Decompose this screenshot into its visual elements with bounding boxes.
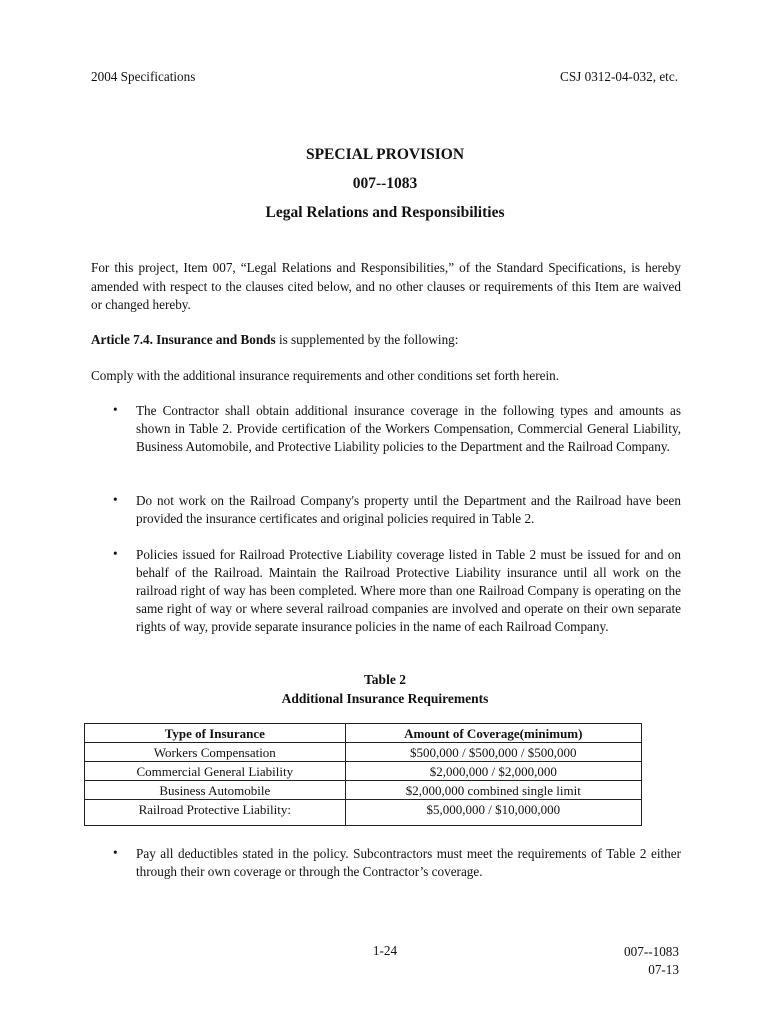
comply-paragraph: Comply with the additional insurance requirements and other conditions set forth herein.	[91, 368, 560, 383]
footer-page-number: 1-24	[372, 943, 398, 958]
table-header-amount: Amount of Coverage(minimum)	[345, 724, 641, 743]
bullet-item-2: Do not work on the Railroad Company's property until the Department and the Railroad have been provided the insurance certificates and original policies required in Table 2.	[136, 493, 681, 526]
table-header-type: Type of Insurance	[85, 724, 346, 743]
bullet-marker: •	[113, 546, 118, 561]
bullet-item-4: Pay all deductibles stated in the policy. Subcontractors must meet the requirements of Table 2 either through their own coverage or through the Contractor’s coverage.	[136, 846, 681, 879]
table-cell-type: Railroad Protective Liability:	[85, 800, 346, 826]
table-cell-amount: $5,000,000 / $10,000,000	[345, 800, 641, 826]
bullet-item-1: The Contractor shall obtain additional insurance coverage in the following types and amounts as shown in Table 2. Provide certification of the Workers Compensation, Commercial General Liability, Business Automobile, and Protective Liability policies to the Department and the Railroad Company.	[136, 403, 681, 454]
article-rest: is supplemented by the following:	[275, 332, 459, 347]
table-header-row	[85, 724, 642, 743]
table-cell-type: Commercial General Liability	[85, 762, 346, 781]
provision-subtitle: Legal Relations and Responsibilities	[265, 204, 505, 221]
footer-provision-code: 007--1083	[624, 944, 679, 959]
header-left: 2004 Specifications	[91, 69, 196, 84]
bullet-item-3: Policies issued for Railroad Protective Liability coverage listed in Table 2 must be issued for and on behalf of the Railroad. Maintain the Railroad Protective Liability insurance until all work on the railroad right of way has been completed. Where more than one Railroad Company is operating on the same right of way or where several railroad companies are involved and operate on their own separate rights of way, provide separate insurance policies in the name of each Railroad Company.	[136, 547, 681, 634]
table-row	[85, 781, 642, 800]
table-caption-title: Additional Insurance Requirements	[281, 691, 489, 706]
table-cell-type: Business Automobile	[85, 781, 346, 800]
intro-paragraph: For this project, Item 007, “Legal Relations and Responsibilities,” of the Standard Specifications, is hereby amended with respect to the clauses cited below, and no other clauses or requirements of this Item are waived or changed hereby.	[91, 260, 681, 312]
table-cell-amount: $2,000,000 combined single limit	[345, 781, 641, 800]
footer-date: 07-13	[648, 962, 679, 977]
table-row	[85, 800, 642, 826]
article-paragraph	[91, 331, 681, 350]
table-row	[85, 762, 642, 781]
table-cell-amount: $2,000,000 / $2,000,000	[345, 762, 641, 781]
header-right: CSJ 0312-04-032, etc.	[560, 69, 678, 84]
bullet-marker: •	[113, 845, 118, 860]
table-row	[85, 743, 642, 762]
provision-number: 007--1083	[352, 175, 418, 192]
bullet-marker: •	[113, 402, 118, 417]
insurance-requirements-table	[84, 723, 642, 826]
table-cell-type: Workers Compensation	[85, 743, 346, 762]
table-caption-number: Table 2	[364, 672, 406, 687]
bullet-marker: •	[113, 492, 118, 507]
footer-code-block	[624, 943, 679, 979]
document-title: SPECIAL PROVISION	[305, 146, 465, 163]
article-heading: Article 7.4. Insurance and Bonds	[91, 332, 276, 347]
table-cell-amount: $500,000 / $500,000 / $500,000	[345, 743, 641, 762]
